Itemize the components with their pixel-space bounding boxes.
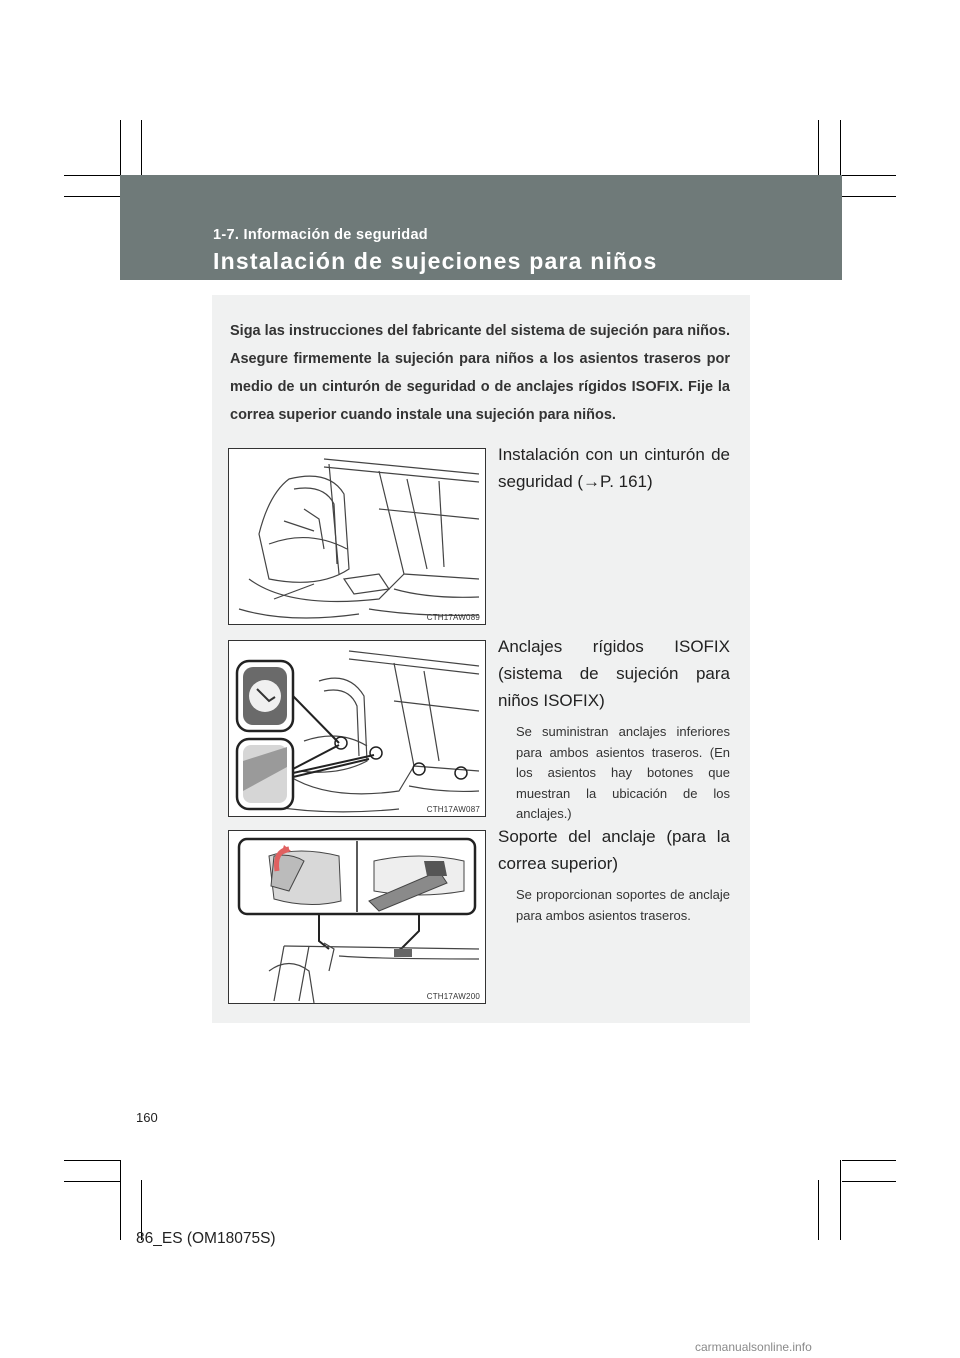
item-seatbelt-installation [498,441,730,495]
intro-paragraph: Siga las instrucciones del fabricante del sistema de sujeción para niños. Asegure firmemente la sujeción para niños a los asientos traseros por medio de un cinturón de seguridad o de anclajes rígidos ISOFIX. Fije la correa superior cuando instale una sujeción para niños. [230,323,730,423]
item-heading: Anclajes rígidos ISOFIX (sistema de sujeción para niños ISOFIX) [498,637,730,710]
crop-mark [64,1160,120,1161]
figure-code: CTH17AW087 [426,805,480,814]
figure-code: CTH17AW200 [426,992,480,1001]
crop-mark [842,1160,896,1161]
child-seat-belt-illustration [229,449,485,624]
item-heading: Instalación con un cinturón de seguridad (→P. 161) [498,445,730,491]
crop-mark [842,196,896,197]
crop-mark [64,175,120,176]
figure-code: CTH17AW089 [426,613,480,622]
crop-mark [818,1180,819,1240]
crop-mark [842,1181,896,1182]
document-code: 86_ES (OM18075S) [136,1230,276,1247]
item-heading: Soporte del anclaje (para la correa superior) [498,827,730,873]
section-label: 1-7. Información de seguridad [213,227,428,243]
watermark: carmanualsonline.info [695,1340,812,1354]
figure-tether-anchor [228,830,486,1004]
page-title: Instalación de sujeciones para niños [213,248,658,274]
isofix-anchor-illustration [229,641,485,816]
item-tether-anchor [498,823,730,926]
crop-mark [64,196,120,197]
section-header [120,175,842,280]
crop-mark [64,1181,120,1182]
page-number: 160 [136,1110,158,1125]
item-description: Se proporcionan soportes de anclaje para ambos asientos traseros. [516,887,730,923]
tether-anchor-illustration [229,831,485,1003]
crop-mark [842,175,896,176]
crop-mark [120,1160,121,1240]
crop-mark [840,1160,841,1240]
content-panel [212,295,750,1023]
figure-isofix-anchors [228,640,486,817]
figure-seatbelt-installation [228,448,486,625]
item-isofix-anchors [498,633,730,825]
item-description: Se suministran anclajes inferiores para ambos asientos traseros. (En los asientos hay botones que muestran la ubicación de los anclajes.) [516,724,730,821]
